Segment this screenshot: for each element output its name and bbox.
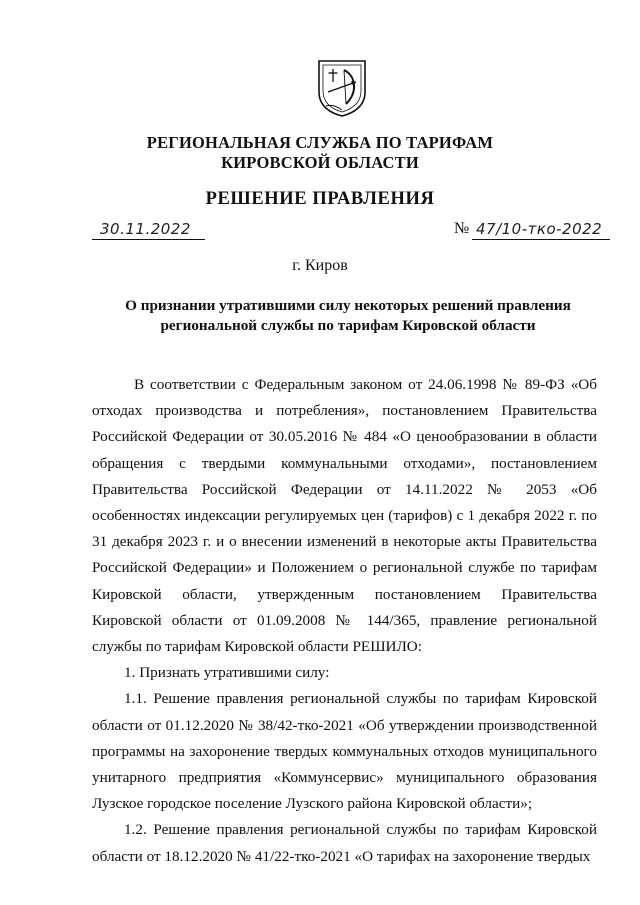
organization-name-line1: РЕГИОНАЛЬНАЯ СЛУЖБА ПО ТАРИФАМ <box>146 133 494 152</box>
clause-1: 1. Признать утратившими силу: <box>124 664 330 682</box>
handwritten-date: 30.11.2022 <box>100 220 191 238</box>
preamble-paragraph: В соответствии с Федеральным законом от 24.06.1998 № 89-ФЗ «Об отходах производства и потребления», постановлением Правительства Российской Федерации от 30.05.2016 № 484 «О ценообразовании в области обращения с твердыми коммунальными отходами», постановлением Правительства Российской Федерации от 14.11.2022 № 2053 «Об особенностях индексации регулируемых цен (тарифов) с 1 декабря 2022 г. по 31 декабря 2023 г. и о внесении изменений в некоторые акты Правительства Российской Федерации» и Положением о региональной службе по тарифам Кировской области, утвержденным постановлением Правительства Кировской области от 01.09.2008 № 144/365, правление региональной службы по тарифам Кировской области РЕШИЛО: <box>92 376 597 656</box>
subject-line2: региональной службы по тарифам Кировской области <box>160 317 536 334</box>
handwritten-document-number: 47/10-тко-2022 <box>476 220 603 238</box>
subject-line1: О признании утратившими силу некоторых решений правления <box>125 297 571 314</box>
decision-body <box>92 372 597 870</box>
clause-1-1: 1.1. Решение правления региональной службы по тарифам Кировской области от 01.12.2020 № 38/42-тко-2021 «Об утверждении производственной программы на захоронение твердых коммунальных отходов муниципального унитарного предприятия «Коммунсервис» муниципального образования Лузское городское поселение Лузского района Кировской области»; <box>92 690 597 813</box>
decision-subject <box>108 296 588 336</box>
clause-1-2: 1.2. Решение правления региональной службы по тарифам Кировской области от 18.12.2020 № 41/22-тко-2021 «О тарифах на захоронение твердых <box>92 821 597 865</box>
document-type-title: РЕШЕНИЕ ПРАВЛЕНИЯ <box>205 189 435 209</box>
city-of-issue: г. Киров <box>292 257 348 274</box>
number-label: № <box>454 220 470 237</box>
organization-name-line2: КИРОВСКОЙ ОБЛАСТИ <box>221 153 419 172</box>
kirov-coat-of-arms-icon <box>316 58 368 118</box>
